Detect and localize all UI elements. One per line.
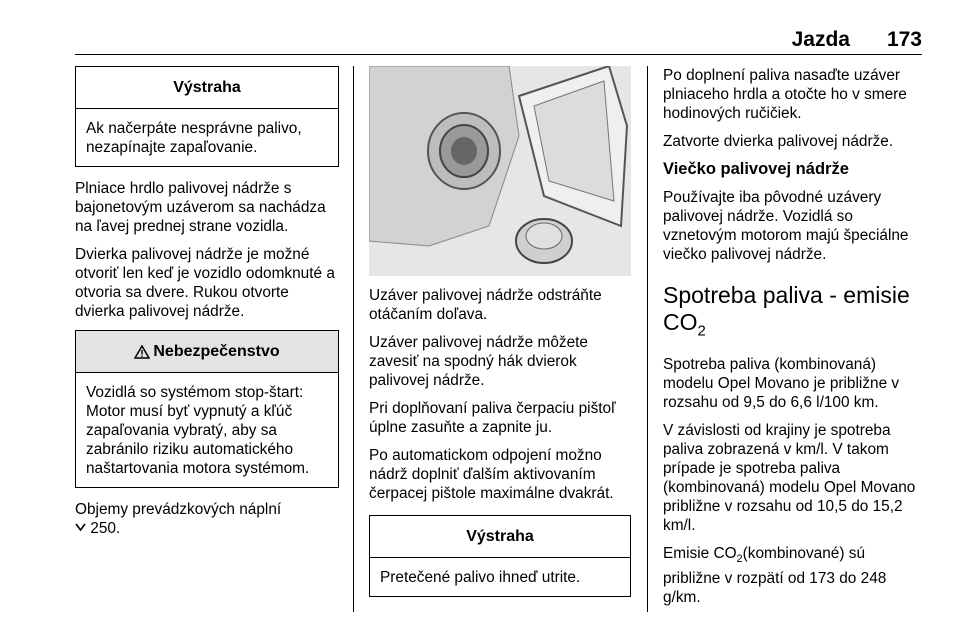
warning-text: Ak načerpáte nesprávne palivo, nezapínajte zapaľovanie.: [86, 120, 302, 156]
page-number: 173: [886, 28, 922, 51]
warning-title: Výstraha: [370, 516, 630, 558]
paragraph: Zatvorte dvierka palivovej nádrže.: [663, 133, 894, 150]
warning-text: Pretečené palivo ihneď utrite.: [380, 569, 581, 586]
paragraph: Dvierka palivovej nádrže je možné otvoriť len keď je vozidlo odomknuté a otvoria sa dvere. Rukou otvorte dvierka palivovej nádrže.: [75, 246, 335, 320]
paragraph: Po doplnení paliva nasaďte uzáver plniaceho hrdla a otočte ho v smere hodinových ručičiek.: [663, 67, 907, 122]
paragraph: Objemy prevádzkových náplní: [75, 501, 282, 518]
header-rule: [75, 54, 922, 55]
subscript: 2: [736, 552, 743, 565]
fuel-cap-illustration: [369, 66, 631, 276]
warning-box: [369, 515, 631, 597]
column-right: [663, 66, 925, 616]
paragraph: Uzáver palivovej nádrže odstráňte otáčaním doľava.: [369, 287, 602, 323]
text: Emisie CO: [663, 544, 737, 562]
column-middle: [369, 66, 631, 609]
warning-title: Výstraha: [76, 67, 338, 109]
text: (kombinované) sú približne v rozpätí od 173 do 248 g/km.: [663, 544, 887, 606]
paragraph: Pri doplňovaní paliva čerpaciu pištoľ úplne zasuňte a zapnite ju.: [369, 400, 616, 436]
paragraph: Používajte iba pôvodné uzávery palivovej nádrže. Vozidlá so vznetovým motorom majú špeciálne viečko palivovej nádrže.: [663, 189, 909, 263]
danger-box: [75, 330, 339, 488]
paragraph-emissions: [663, 544, 925, 607]
page-reference[interactable]: [75, 519, 339, 538]
paragraph: Plniace hrdlo palivovej nádrže s bajonetovým uzáverom sa nachádza na ľavej prednej strane vozidla.: [75, 180, 326, 235]
page-reference-number: 250.: [90, 520, 121, 537]
subheading-fuel-cap: Viečko palivovej nádrže: [663, 160, 849, 178]
column-divider-1: [353, 66, 354, 612]
paragraph: Po automatickom odpojení možno nádrž doplniť ďalším aktivovaním čerpacej pištole maximálne dvakrát.: [369, 447, 614, 502]
heading-text: Spotreba paliva - emisie CO: [663, 282, 910, 335]
column-divider-2: [647, 66, 648, 612]
column-left: [75, 66, 339, 547]
paragraph: Uzáver palivovej nádrže môžete zavesiť na spodný hák dvierok palivovej nádrže.: [369, 334, 588, 389]
page-header: [0, 28, 960, 54]
section-title: Jazda: [791, 28, 850, 51]
section-heading-consumption: [663, 282, 925, 345]
danger-text: Vozidlá so systémom stop-štart: Motor musí byť vypnutý a kľúč zapaľovania vybratý, aby sa zabránilo riziku automatického naštartovania motora systémom.: [86, 384, 310, 477]
danger-header: [76, 331, 338, 373]
danger-title: Nebezpečenstvo: [153, 343, 280, 360]
heading-subscript: 2: [697, 322, 706, 340]
paragraph: V závislosti od krajiny je spotreba paliva zobrazená v km/l. V takom prípade je spotreba paliva (kombinovaná) modelu Opel Movano približne v rozsahu od 10,5 do 15,2 km/l.: [663, 421, 916, 534]
warning-triangle-icon: [134, 345, 150, 359]
page-reference-arrow-icon: [75, 521, 86, 533]
paragraph: Spotreba paliva (kombinovaná) modelu Opel Movano je približne v rozsahu od 9,5 do 6,6 l/100 km.: [663, 355, 900, 411]
warning-box: [75, 66, 339, 167]
